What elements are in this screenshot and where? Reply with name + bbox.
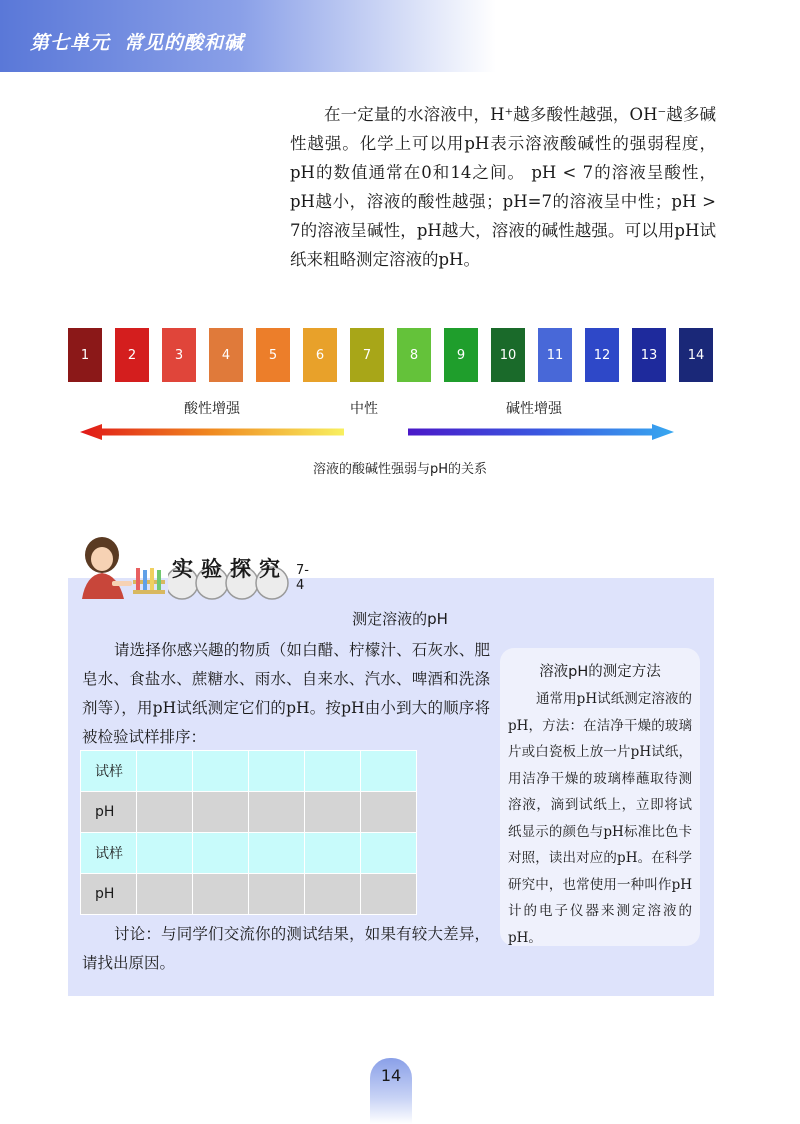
ph-swatch-11: 11 bbox=[538, 328, 572, 382]
table-cell[interactable] bbox=[193, 792, 249, 833]
sidebar-text: 通常用pH试纸测定溶液的pH，方法：在洁净干燥的玻璃片或白瓷板上放一片pH试纸，用洁净干燥的玻璃棒蘸取待测溶液，滴到试纸上，立即将试纸显示的颜色与pH标准比色卡对照，读出对应的pH。在科学研究中，也常使用一种叫作pH计的电子仪器来测定溶液的pH。 bbox=[508, 691, 692, 946]
table-cell[interactable] bbox=[305, 874, 361, 915]
ph-swatch-9: 9 bbox=[444, 328, 478, 382]
page-number: 14 bbox=[380, 1066, 402, 1085]
experiment-body-text: 请选择你感兴趣的物质（如白醋、柠檬汁、石灰水、肥皂水、食盐水、蔗糖水、雨水、自来水、汽水、啤酒和洗涤剂等），用pH试纸测定它们的pH。按pH由小到大的顺序将被检验试样排序： bbox=[82, 641, 490, 746]
table-cell[interactable] bbox=[137, 751, 193, 792]
intro-paragraph bbox=[290, 100, 716, 274]
base-arrow bbox=[408, 424, 674, 440]
ph-swatch-1: 1 bbox=[68, 328, 102, 382]
table-cell[interactable] bbox=[137, 874, 193, 915]
table-cell[interactable] bbox=[361, 792, 417, 833]
table-cell[interactable] bbox=[193, 833, 249, 874]
table-cell[interactable] bbox=[305, 751, 361, 792]
ph-swatch-13: 13 bbox=[632, 328, 666, 382]
discussion-text: 讨论：与同学们交流你的测试结果，如果有较大差异，请找出原因。 bbox=[82, 925, 490, 972]
sidebar-body bbox=[508, 686, 692, 951]
experiment-title: 实验探究 bbox=[172, 557, 288, 581]
experiment-title-badge bbox=[172, 553, 309, 593]
sidebar-title: 溶液pH的测定方法 bbox=[539, 664, 661, 680]
table-cell[interactable] bbox=[305, 833, 361, 874]
table-cell[interactable] bbox=[137, 833, 193, 874]
girl-illustration bbox=[72, 535, 134, 599]
ph-swatch-10: 10 bbox=[491, 328, 525, 382]
table-row bbox=[81, 874, 417, 915]
ph-swatch-2: 2 bbox=[115, 328, 149, 382]
table-row bbox=[81, 751, 417, 792]
table-row bbox=[81, 792, 417, 833]
table-row bbox=[81, 833, 417, 874]
unit-number: 第七单元 bbox=[30, 32, 111, 54]
row-header: pH bbox=[81, 874, 137, 915]
ph-swatch-3: 3 bbox=[162, 328, 196, 382]
row-header: 试样 bbox=[81, 833, 137, 874]
table-cell[interactable] bbox=[249, 792, 305, 833]
neutral-label: 中性 bbox=[350, 401, 378, 417]
base-label: 碱性增强 bbox=[506, 401, 562, 417]
ph-color-scale bbox=[68, 328, 716, 382]
unit-title bbox=[30, 28, 258, 55]
acid-arrow bbox=[80, 424, 344, 440]
results-table bbox=[80, 750, 417, 915]
acid-label: 酸性增强 bbox=[184, 401, 240, 417]
row-header: pH bbox=[81, 792, 137, 833]
row-header: 试样 bbox=[81, 751, 137, 792]
table-cell[interactable] bbox=[137, 792, 193, 833]
ph-swatch-4: 4 bbox=[209, 328, 243, 382]
table-cell[interactable] bbox=[361, 833, 417, 874]
unit-name: 常见的酸和碱 bbox=[124, 32, 245, 54]
intro-text: 在一定量的水溶液中，H⁺越多酸性越强，OH⁻越多碱性越强。化学上可以用pH表示溶液酸碱性的强弱程度，pH的数值通常在0和14之间。 pH < 7的溶液呈酸性， pH越小，溶液的酸性越强；pH=7的溶液呈中性；pH > 7的溶液呈碱性，pH越大，溶液的碱性越强。可以用pH试纸来粗略测定溶液的pH。 bbox=[290, 105, 716, 269]
table-cell[interactable] bbox=[193, 874, 249, 915]
experiment-instructions bbox=[82, 636, 490, 752]
table-cell[interactable] bbox=[249, 874, 305, 915]
experiment-number: 7-4 bbox=[296, 563, 309, 593]
experiment-heading: 测定溶液的pH bbox=[352, 610, 448, 628]
test-tube-rack-icon bbox=[132, 566, 166, 594]
ph-swatch-14: 14 bbox=[679, 328, 713, 382]
figure-caption: 溶液的酸碱性强弱与pH的关系 bbox=[312, 462, 488, 477]
ph-swatch-8: 8 bbox=[397, 328, 431, 382]
ph-swatch-6: 6 bbox=[303, 328, 337, 382]
table-cell[interactable] bbox=[193, 751, 249, 792]
table-cell[interactable] bbox=[305, 792, 361, 833]
table-cell[interactable] bbox=[249, 833, 305, 874]
table-cell[interactable] bbox=[361, 751, 417, 792]
ph-swatch-7: 7 bbox=[350, 328, 384, 382]
table-cell[interactable] bbox=[361, 874, 417, 915]
ph-swatch-5: 5 bbox=[256, 328, 290, 382]
table-cell[interactable] bbox=[249, 751, 305, 792]
page-number-tab bbox=[370, 1058, 412, 1124]
ph-swatch-12: 12 bbox=[585, 328, 619, 382]
discussion bbox=[82, 920, 490, 978]
